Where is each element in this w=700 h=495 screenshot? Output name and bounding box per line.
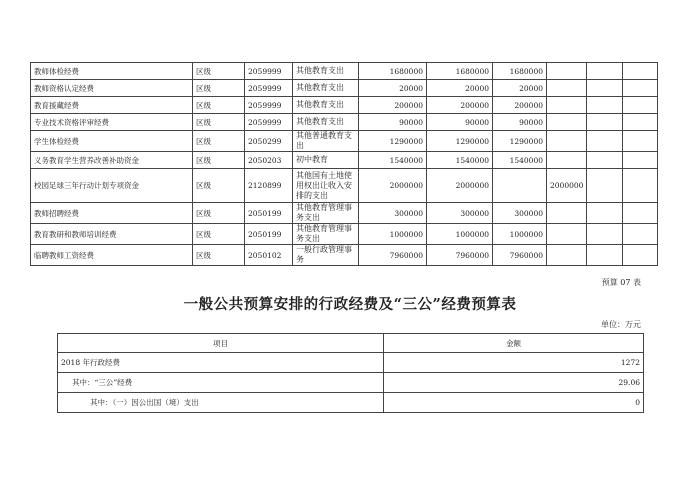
project-name: 专业技术资格评审经费 [31, 114, 193, 131]
empty-cell [623, 152, 658, 169]
admin-expense-table [57, 333, 644, 413]
amount-total: 7960000 [359, 245, 427, 266]
project-name: 临聘教师工资经费 [31, 245, 193, 266]
function-code: 2059999 [245, 80, 293, 97]
amount-col-2: 1290000 [493, 131, 547, 152]
budget-table [30, 62, 658, 266]
table-row [31, 152, 658, 169]
table-row [58, 393, 644, 413]
amount-col-1: 200000 [427, 97, 493, 114]
table-row [31, 114, 658, 131]
function-category: 其他教育管理事务支出 [293, 224, 359, 245]
amount-total: 1000000 [359, 224, 427, 245]
empty-cell [623, 245, 658, 266]
level: 区级 [193, 80, 245, 97]
function-code: 2050203 [245, 152, 293, 169]
amount-col-1: 1290000 [427, 131, 493, 152]
level: 区级 [193, 63, 245, 80]
table-row [31, 224, 658, 245]
amount-total: 1290000 [359, 131, 427, 152]
amount-col-2: 200000 [493, 97, 547, 114]
row-label: 其中：（一）因公出国（境）支出 [58, 393, 384, 413]
level: 区级 [193, 152, 245, 169]
function-code: 2050299 [245, 131, 293, 152]
empty-cell [623, 131, 658, 152]
function-category: 其他教育支出 [293, 80, 359, 97]
empty-cell [587, 131, 623, 152]
empty-cell [623, 97, 658, 114]
level: 区级 [193, 97, 245, 114]
table-row [31, 245, 658, 266]
amount-col-1: 7960000 [427, 245, 493, 266]
amount-col-1: 1000000 [427, 224, 493, 245]
page-title: 一般公共预算安排的行政经费及“三公”经费预算表 [183, 296, 517, 313]
row-label: 其中：“三公”经费 [58, 373, 384, 393]
amount-col-2: 300000 [493, 203, 547, 224]
table-row [31, 203, 658, 224]
row-amount: 0 [384, 393, 644, 413]
level: 区级 [193, 245, 245, 266]
function-code: 2050199 [245, 224, 293, 245]
table-row [31, 63, 658, 80]
function-code: 2059999 [245, 63, 293, 80]
table-row [58, 353, 644, 373]
function-category: 一般行政管理事务 [293, 245, 359, 266]
project-name: 义务教育学生营养改善补助资金 [31, 152, 193, 169]
header-item: 项目 [58, 334, 384, 353]
amount-col-2: 1540000 [493, 152, 547, 169]
project-name: 教育援藏经费 [31, 97, 193, 114]
amount-total: 1540000 [359, 152, 427, 169]
empty-cell [587, 63, 623, 80]
empty-cell [623, 80, 658, 97]
amount-total: 300000 [359, 203, 427, 224]
amount-col-3 [547, 224, 587, 245]
amount-col-3: 2000000 [547, 169, 587, 203]
function-category: 其他教育支出 [293, 63, 359, 80]
function-category: 其他教育支出 [293, 97, 359, 114]
amount-col-2: 7960000 [493, 245, 547, 266]
level: 区级 [193, 224, 245, 245]
amount-col-2: 1680000 [493, 63, 547, 80]
function-category: 其他国有土地使用权出让收入安排的支出 [293, 169, 359, 203]
empty-cell [623, 224, 658, 245]
empty-cell [587, 224, 623, 245]
amount-total: 2000000 [359, 169, 427, 203]
empty-cell [623, 63, 658, 80]
level: 区级 [193, 131, 245, 152]
amount-total: 1680000 [359, 63, 427, 80]
level: 区级 [193, 203, 245, 224]
table-tag: 预算 07 表 [601, 278, 641, 287]
table-row [31, 131, 658, 152]
table-row [58, 373, 644, 393]
level: 区级 [193, 169, 245, 203]
empty-cell [587, 152, 623, 169]
unit-label: 单位：万元 [601, 320, 641, 329]
function-code: 2120899 [245, 169, 293, 203]
amount-col-1: 1680000 [427, 63, 493, 80]
amount-total: 20000 [359, 80, 427, 97]
header-amount: 金额 [384, 334, 644, 353]
level: 区级 [193, 114, 245, 131]
row-label: 2018 年行政经费 [58, 353, 384, 373]
amount-col-2: 20000 [493, 80, 547, 97]
empty-cell [587, 114, 623, 131]
amount-col-1: 90000 [427, 114, 493, 131]
row-amount: 1272 [384, 353, 644, 373]
function-category: 初中教育 [293, 152, 359, 169]
project-name: 教师招聘经费 [31, 203, 193, 224]
table-row [31, 80, 658, 97]
amount-col-1: 1540000 [427, 152, 493, 169]
empty-cell [623, 203, 658, 224]
amount-col-2 [493, 169, 547, 203]
project-name: 教师体检经费 [31, 63, 193, 80]
amount-col-3 [547, 114, 587, 131]
project-name: 校园足球三年行动计划专项资金 [31, 169, 193, 203]
amount-col-1: 2000000 [427, 169, 493, 203]
amount-col-1: 300000 [427, 203, 493, 224]
function-category: 其他教育管理事务支出 [293, 203, 359, 224]
row-amount: 29.06 [384, 373, 644, 393]
amount-col-3 [547, 131, 587, 152]
function-code: 2059999 [245, 114, 293, 131]
empty-cell [587, 97, 623, 114]
empty-cell [587, 169, 623, 203]
amount-col-3 [547, 203, 587, 224]
empty-cell [623, 169, 658, 203]
amount-col-2: 1000000 [493, 224, 547, 245]
function-category: 其他普通教育支出 [293, 131, 359, 152]
amount-total: 200000 [359, 97, 427, 114]
function-category: 其他教育支出 [293, 114, 359, 131]
project-name: 教师资格认定经费 [31, 80, 193, 97]
amount-col-3 [547, 152, 587, 169]
project-name: 学生体检经费 [31, 131, 193, 152]
table-row [31, 97, 658, 114]
empty-cell [587, 80, 623, 97]
function-code: 2050199 [245, 203, 293, 224]
amount-col-3 [547, 97, 587, 114]
empty-cell [623, 114, 658, 131]
empty-cell [587, 203, 623, 224]
amount-col-2: 90000 [493, 114, 547, 131]
amount-col-3 [547, 80, 587, 97]
amount-col-3 [547, 245, 587, 266]
amount-col-1: 20000 [427, 80, 493, 97]
table-row [31, 169, 658, 203]
table-header-row [58, 334, 644, 353]
function-code: 2050102 [245, 245, 293, 266]
function-code: 2059999 [245, 97, 293, 114]
amount-col-3 [547, 63, 587, 80]
project-name: 教育教研和教师培训经费 [31, 224, 193, 245]
empty-cell [587, 245, 623, 266]
amount-total: 90000 [359, 114, 427, 131]
